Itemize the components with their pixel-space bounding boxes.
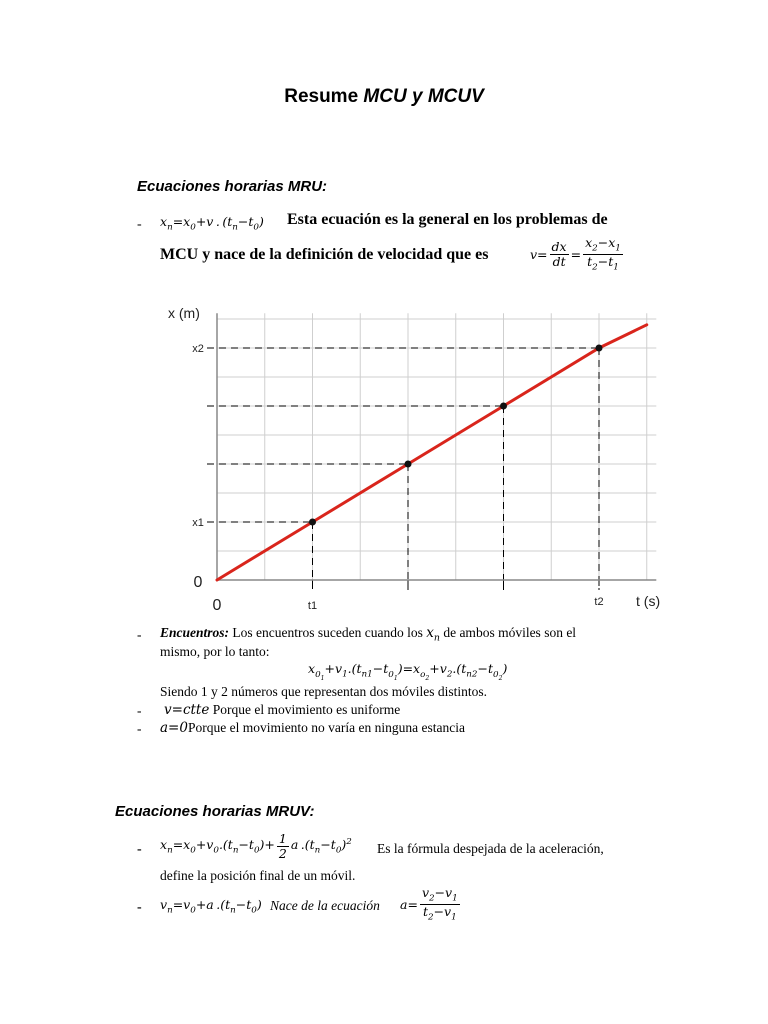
zero-acceleration-math: a=0 xyxy=(160,720,188,736)
general-equation: $x_n=x_0+v$ . $(t_n-t_0)$ xyxy=(160,214,264,233)
data-point xyxy=(309,519,316,526)
position-time-chart xyxy=(160,300,680,620)
chart-series-line xyxy=(217,325,647,580)
velocity-definition-text: MCU y nace de la definición de velocidad que es xyxy=(160,246,489,263)
mruv-velocity-equation: $v_n=v_0+a$ $.(t_n-t_0)$ xyxy=(160,897,262,916)
uniform-velocity-text: Porque el movimiento es uniforme xyxy=(212,702,401,717)
encuentros-equation: $x_{0_1}+v_1.(t_{n1}-t_{0_1})=x_{o_2}+v_2.(t_{n2}-t_{0_2})$ xyxy=(308,661,508,682)
page-title xyxy=(0,86,768,108)
encuentros-text2: de ambos móviles son el xyxy=(443,625,577,640)
data-point xyxy=(596,345,603,352)
x-tick-label: t2 xyxy=(594,596,604,608)
y-tick-label: x1 xyxy=(192,517,204,529)
uniform-velocity-item xyxy=(164,702,400,718)
mruv-position-text2: define la posición final de un móvil. xyxy=(160,868,356,883)
bullet-dash: - xyxy=(137,703,142,718)
series-line xyxy=(217,325,647,580)
mruv-velocity-text: Nace de la ecuación xyxy=(270,898,380,913)
title-topics: MCU y MCUV xyxy=(363,86,484,107)
title-prefix: Resume xyxy=(284,86,364,107)
mru-heading: Ecuaciones horarias MRU: xyxy=(137,178,328,195)
bullet-dash: - xyxy=(137,900,142,915)
x-origin-label: 0 xyxy=(212,597,222,614)
encuentros-note: Siendo 1 y 2 números que representan dos móviles distintos. xyxy=(160,684,487,699)
encuentros-text1: Los encuentros suceden cuando los xyxy=(232,625,423,640)
velocity-definition: v= $\frac{dx}{dt}$ = $\frac{x_2-x_1}{t_2-t_1}$ xyxy=(530,235,621,273)
encuentros-var: $x_n$ xyxy=(426,625,440,644)
zero-acceleration-text: Porque el movimiento no varía en ninguna estancia xyxy=(187,720,465,735)
general-equation-text: Esta ecuación es la general en los problemas de xyxy=(287,211,608,228)
x-axis-title: t (s) xyxy=(636,593,661,609)
bullet-dash: - xyxy=(137,721,142,736)
mruv-heading: Ecuaciones horarias MRUV: xyxy=(115,803,315,820)
encuentros-label: Encuentros: xyxy=(160,625,230,640)
bullet-dash: - xyxy=(137,627,142,642)
bullet-dash: - xyxy=(137,217,142,232)
y-tick-label: x2 xyxy=(192,343,204,355)
bullet-dash: - xyxy=(137,842,142,857)
mruv-position-equation: $x_n=x_0+v_0.(t_n-t_0)+$ $\frac{1}{2}$ a $.(t_n-t_0)^2$ xyxy=(160,831,352,861)
data-point xyxy=(500,403,507,410)
uniform-velocity-math: v=ctte xyxy=(164,702,210,718)
encuentros-line xyxy=(160,625,576,644)
data-point xyxy=(405,461,412,468)
mruv-position-text: Es la fórmula despejada de la aceleración, xyxy=(377,841,604,856)
acceleration-definition: a= $\frac{v_2-v_1}{t_2-v_1}$ xyxy=(400,885,458,923)
y-axis-title: x (m) xyxy=(168,305,200,321)
zero-acceleration-item xyxy=(160,720,465,736)
encuentros-text3: mismo, por lo tanto: xyxy=(160,644,270,659)
x-tick-label: t1 xyxy=(307,600,318,612)
y-origin-label: 0 xyxy=(193,574,203,591)
